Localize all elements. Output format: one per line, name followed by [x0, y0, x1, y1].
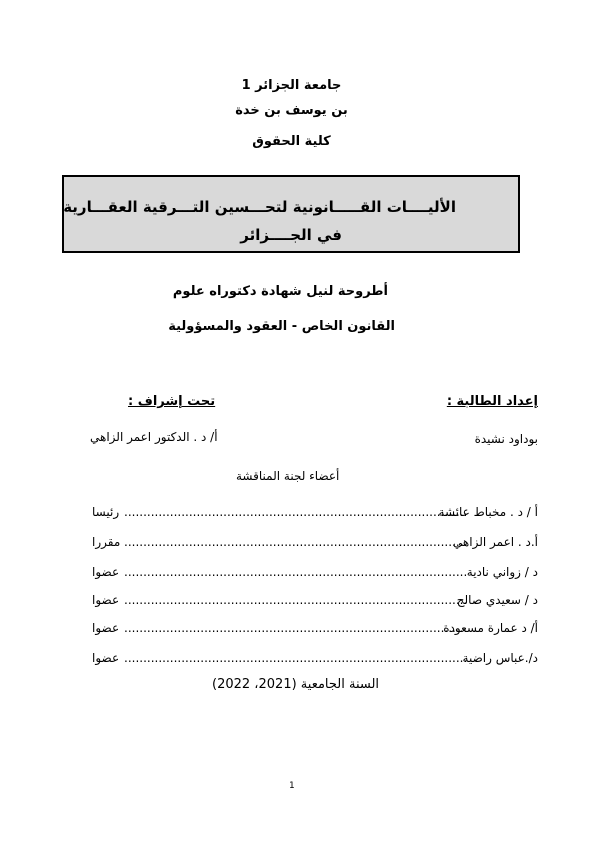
dotted-leader: ..........................................................................................: [124, 505, 468, 519]
committee-member-row: [92, 565, 538, 583]
member-name: أ.د . اعمر الزاهي: [452, 535, 538, 549]
member-role: عضوا: [92, 593, 120, 607]
dotted-leader: ..........................................................................................: [124, 651, 468, 665]
committee-member-row: [92, 535, 538, 553]
member-role: مقررا: [92, 535, 121, 549]
member-name: د / سعيدي صالح: [456, 593, 538, 607]
dotted-leader: ..........................................................................................: [124, 621, 468, 635]
committee-member-row: [92, 593, 538, 611]
committee-member-row: [92, 621, 538, 639]
member-role: رئيسا: [92, 505, 120, 519]
thesis-title-line-1: الأليــــات القـــــانونية لتحـــسين التـــرقية العقـــارية: [63, 198, 456, 216]
supervisor-label: تحت إشراف :: [128, 394, 216, 409]
supervisor-name: أ/ د . الدكتور اعمر الزاهي: [90, 430, 218, 444]
dotted-leader: ..........................................................................................: [124, 565, 468, 579]
faculty-name: كلية الحقوق: [252, 134, 331, 149]
thesis-title-box: [62, 175, 520, 253]
member-role: عضوا: [92, 651, 120, 665]
member-name: أ / د . مخباط عائشة: [438, 505, 538, 519]
member-name: د / زواني نادية: [466, 565, 538, 579]
member-name: أ/ د عمارة مسعودة: [443, 621, 538, 635]
thesis-title-line-2: في الجــــزائر: [240, 226, 342, 244]
student-name: بوداود نشيدة: [474, 432, 538, 446]
academic-year: السنة الجامعية (2021، 2022): [212, 677, 380, 692]
member-role: عضوا: [92, 621, 120, 635]
page-number: 1: [289, 781, 295, 791]
degree-title: أطروحة لنيل شهادة دكتوراه علوم: [172, 284, 388, 299]
university-name: جامعة الجزائر 1: [241, 78, 342, 93]
committee-title: أعضاء لجنة المناقشة: [236, 469, 340, 483]
specialty: القانون الخاص - العقود والمسؤولية: [168, 319, 395, 334]
committee-member-row: [92, 505, 538, 523]
dotted-leader: ..........................................................................................: [124, 593, 468, 607]
prepared-by-label: إعداد الطالبة :: [446, 394, 538, 409]
committee-member-row: [92, 651, 538, 669]
member-name: د/.عباس راضية: [462, 651, 538, 665]
dotted-leader: ..........................................................................................: [124, 535, 468, 549]
university-subtitle: بن يوسف بن خدة: [235, 103, 348, 118]
member-role: عضوا: [92, 565, 120, 579]
